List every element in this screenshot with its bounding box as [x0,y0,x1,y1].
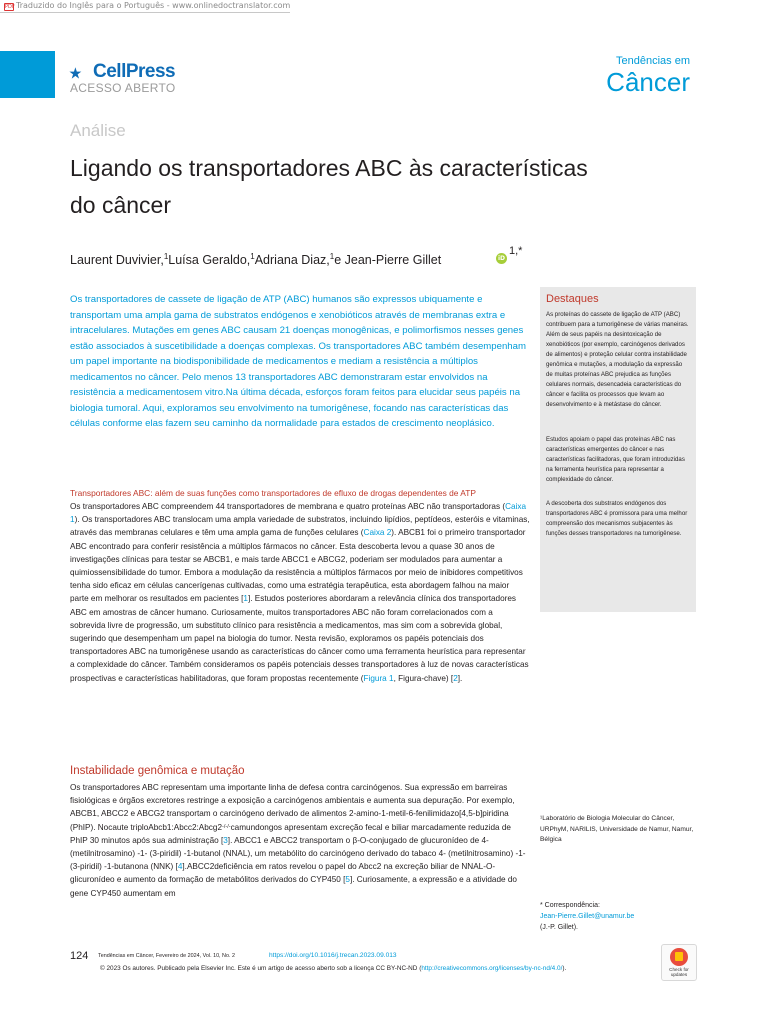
author-name: Luísa Geraldo, [168,253,251,268]
translator-text: Traduzido do Inglês para o Português - www.onlinedoctranslator.com [16,1,291,10]
section-body [70,500,530,685]
genotype-superscript: -/-/- [222,823,231,830]
body-text-span: ]. ABCC1 e ABCC2 transportam o β-O-conjugado de glucuronídeo de 4- (metilnitrosamino) -1- (3-piridil) -1-butanol (NNAL), um metabólito do carcinógeno derivado do tabaco 4- (metilnitrosamino) -1- (3-piridil) -1-butanona (NNK) [ [70,835,526,872]
highlight-item: A descoberta dos substratos endógenos dos transportadores ABC é promissora para uma melhor compreensão dos mecanismos subjacentes às funções desses transportadores na tumorigênese. [546,500,688,537]
correspondence-label: * Correspondência: [540,902,600,909]
doi-link[interactable]: https://doi.org/10.1016/j.trecan.2023.09.013 [269,952,397,959]
open-access-label: ACESSO ABERTO [70,81,176,95]
journal-info: Tendências em Câncer, Fevereiro de 2024, Vol. 10, No. 2 [98,953,235,959]
highlight-item: As proteínas do cassete de ligação de ATP (ABC) contribuem para a tumorigênese de várias maneiras. Além de seus papéis na desintoxicação de xenobióticos (por exemplo, carcinógenos derivados de alimentos) e proteção celular contra instabilidade genômica e mutações, a modulação da expressão de muitas proteínas ABC prejudica as funções celulares normais, desencadeia características do câncer e facilita os processos que levam ao desenvolvimento e à metástase do câncer. [546,311,689,408]
orcid-icon[interactable]: iD [497,255,506,262]
section-body [70,781,530,900]
check-updates-line: updates [670,972,688,977]
bookmark-icon [670,948,688,966]
author-name: Adriana Diaz, [254,253,330,268]
check-updates-label [662,967,696,977]
reference-link[interactable]: 5 [345,875,350,885]
check-updates-line: Check for [669,967,689,972]
check-for-updates-button[interactable] [661,944,697,981]
box1-link[interactable]: Caixa 1 [70,502,527,525]
translator-divider [0,12,290,13]
journal-title-name: Câncer [606,67,690,97]
reference-link[interactable]: 2 [453,673,458,683]
license-link[interactable]: http://creativecommons.org/licenses/by-nc-nd/4.0/ [421,965,563,972]
body-text-span: , Figura-chave) [ [393,673,454,683]
body-text-span: ].ABCC2deficiência em ratos revelou o papel do Abcc2 na excreção biliar de NNAL-O-glicuronídeo e aumento da formação de metabólitos derivados do CYP450 [ [70,862,496,885]
article-title [70,150,670,224]
license-span: © 2023 Os autores. Publicado pela Elsevier Inc. Este é um artigo de acesso aberto sob a licença CC BY-NC-ND ( [100,965,422,972]
body-text-span: ). ABCB1 foi o primeiro transportador ABC encontrado para conferir resistência a múltiplos fármacos no câncer. Esta descoberta levou a quase 30 anos de investigações clínicas para testar se ABCB1, e mais tarde ABCC1 e ABCG2, poderiam ser modulados para aumentar a quimiossensibilidade do tumor. Embora a modulação da resistência a múltiplos fármacos por meio de inibidores competitivos tenha sido eficaz em células cancerígenas cultivadas, como uma estratégia terapêutica, esta abordagem falhou na maior parte em melhorar os resultados em pacientes [ [70,528,526,604]
highlight-item: Estudos apoiam o papel das proteínas ABC nas características emergentes do câncer e nas características facilitadoras, que foram introduzidas na ferramenta heurística para representar a complexidade do câncer. [546,436,685,483]
journal-title-prefix: Tendências em [616,55,690,67]
figure1-link[interactable]: Figura 1 [363,673,394,683]
body-text-span: ]. [457,673,463,683]
license-span: ). [562,965,567,972]
pdf-icon: PDF [5,4,15,10]
correspondence-name: (J.-P. Gillet). [540,924,578,931]
box2-link[interactable]: Caixa 2 [363,528,392,538]
highlights-title: Destaques [546,293,599,305]
body-text-span: ]. Estudos posteriores abordaram a relevância clínica dos transportadores ABC em amostras de câncer humano. Curiosamente, muitos transportadores ABC não foram correlacionados com a sobrevida livre de progressão, um substituto clínico para resistência a medicamentos, mas sim com a sobrevida global, sugerindo que desempenham um papel na biologia do tumor. Nesta revisão, exploramos os papéis potenciais dos transportadores ABC na tumorigênese usando as características do câncer como uma ferramenta heurística para representar a complexidade do câncer. Também consideramos os papéis potenciais desses transportadores à luz de novas características prospectivas e características habilitadoras, que foram propostas recentemente ( [70,594,529,683]
article-type: Análise [70,121,126,140]
article-title-line-1: Ligando os transportadores ABC às características [70,155,588,181]
translator-banner[interactable] [4,0,290,12]
article-title-line-2: do câncer [70,192,172,218]
body-text-span: Os transportadores ABC representam uma importante linha de defesa contra carcinógenos. Sua expressão em barreiras fisiológicas e órgãos excretores restringe a exposição a carcinógenos ambientais e aumenta sua depuração. Por exemplo, ABCB1, ABCC2 e ABCG2 transportam o carcinógeno derivado de alimentos 2-amino-1-metil-6-fenilimidazo[4,5-b]piridina (PhIP). Nocaute triploAbcb1:Abcc2:Abcg2 [70,783,515,832]
corresponding-author-mark: 1,* [509,245,523,257]
correspondence [540,900,700,933]
journal-color-block [0,51,55,98]
page-number: 124 [70,950,89,962]
author-name: e Jean-Pierre Gillet [334,253,442,268]
reference-link[interactable]: 3 [223,835,228,845]
section-heading: Instabilidade genômica e mutação [70,765,245,777]
highlights-box [540,287,696,612]
reference-link[interactable]: 4 [177,862,183,872]
body-text-span: ]. Curiosamente, a expressão e a atividade do gene CYP450 aumentam em [70,875,517,898]
license-text [100,965,566,972]
author-affil-mark: 1 [250,252,255,261]
cellpress-logo-icon: ⭑ [70,60,81,84]
correspondence-email-link[interactable]: Jean-Pierre.Gillet@unamur.be [540,913,635,920]
author-list [70,252,441,267]
section-heading: Transportadores ABC: além de suas funções como transportadores de efluxo de drogas dependentes de ATP [70,488,476,498]
body-text-span: Os transportadores ABC compreendem 44 transportadores de membrana e quatro proteínas ABC não transportadoras ( [70,502,506,511]
author-name: Laurent Duvivier, [70,253,164,268]
affiliation: ¹Laboratório de Biologia Molecular do Câncer, URPhyM, NARILIS, Universidade de Namur, Namur, Bélgica [540,815,694,843]
body-text-span: camundongos apresentam excreção fecal e biliar marcadamente reduzida de PhIP 30 minutos após sua administração [ [70,822,511,845]
abstract: Os transportadores de cassete de ligação de ATP (ABC) humanos são expressos ubiquamente e transportam uma ampla gama de substratos endógenos e xenobióticos através de membranas extra e intracelulares. Mutações em genes ABC causam 21 doenças monogênicas, e polimorfismos nesses genes estão associados à suscetibilidade a doenças complexas. Os transportadores ABC também desempenham um papel importante na biodisponibilidade de medicamentos e mediam a resistência a múltiplos medicamentos no câncer. Pelo menos 13 transportadores ABC demonstraram estar envolvidos na resistência a medicamentosem vitro.Na última década, esforços foram feitos para elucidar seus papéis na biologia tumoral. Aqui, exploramos seu envolvimento na tumorigênese, focando nas características das células conforme elas fazem seu caminho da normalidade para estados de crescimento neoplásico. [70,294,526,429]
cellpress-brand-text: CellPress [93,61,176,82]
body-text-span: ). Os transportadores ABC translocam uma ampla variedade de substratos, incluindo lipídios, peptídeos, esteróis e vitaminas, através das membranas celulares e têm uma ampla gama de funções celulares ( [70,515,530,538]
cellpress-logo[interactable] [70,61,175,83]
reference-link[interactable]: 1 [243,594,248,604]
journal-title[interactable] [606,55,690,97]
author-affil-mark: 1 [163,252,169,261]
author-affil-mark: 1 [329,252,335,261]
